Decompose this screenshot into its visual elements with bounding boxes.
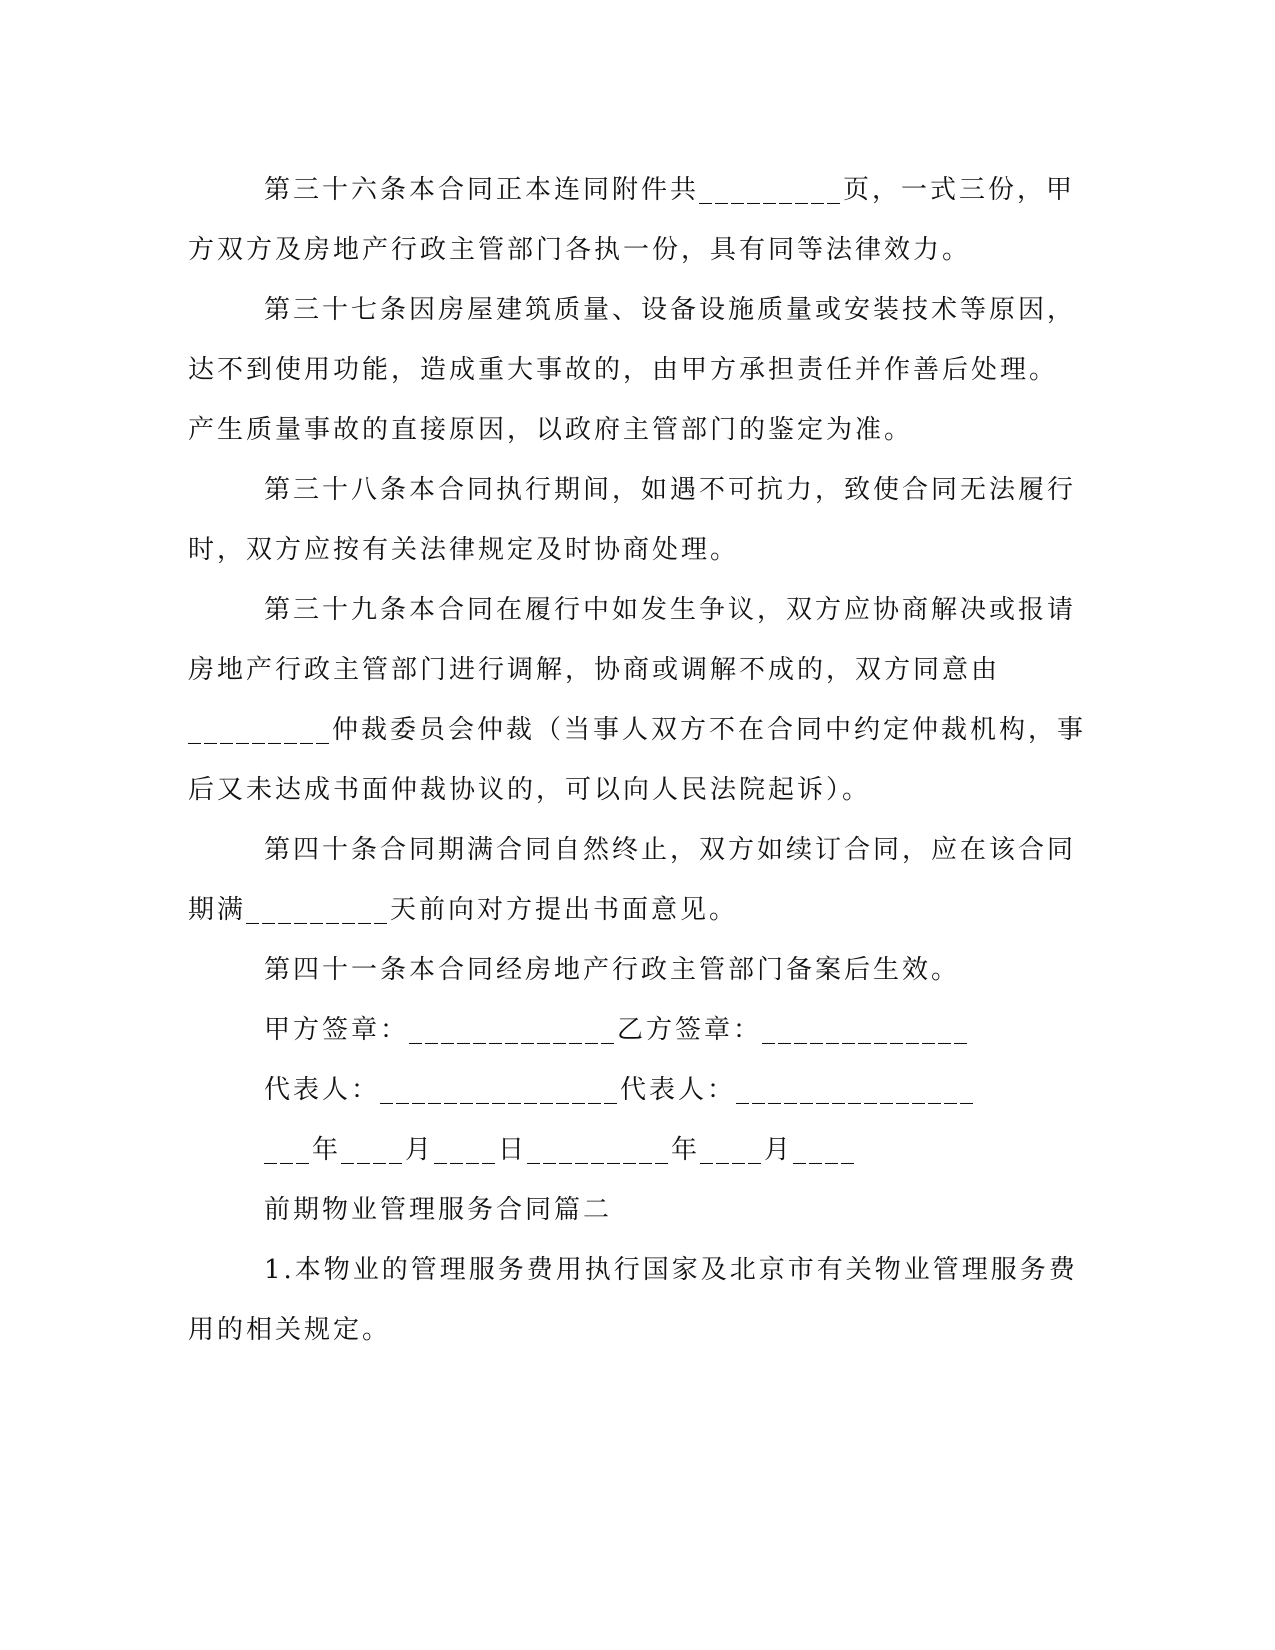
article-37-line-1: 第三十七条因房屋建筑质量、设备设施质量或安装技术等原因， [264, 295, 1077, 325]
article-39 [188, 580, 1087, 820]
item-1-line-2: 用的相关规定。 [188, 1315, 392, 1345]
seal-line: 甲方签章：_____________乙方签章：_____________ [264, 1015, 971, 1045]
article-38-line-2: 时，双方应按有关法律规定及时协商处理。 [188, 535, 740, 565]
article-36-line-2: 方双方及房地产行政主管部门各执一份，具有同等法律效力。 [188, 235, 972, 265]
article-40-line-1: 第四十条合同期满合同自然终止，双方如续订合同，应在该合同 [264, 835, 1077, 865]
article-39-line-4: 后又未达成书面仲裁协议的，可以向人民法院起诉）。 [188, 775, 872, 805]
signature-block [188, 1000, 1068, 1180]
article-40 [188, 820, 1077, 940]
article-38 [188, 460, 1077, 580]
article-37-line-2: 达不到使用功能，造成重大事故的，由甲方承担责任并作善后处理。 [188, 355, 1059, 385]
article-41-line: 第四十一条本合同经房地产行政主管部门备案后生效。 [264, 955, 961, 985]
article-39-line-3: _________仲裁委员会仲裁（当事人双方不在合同中约定仲裁机构，事 [188, 715, 1087, 745]
item-1-line-1: 1.本物业的管理服务费用执行国家及北京市有关物业管理服务费 [264, 1255, 1078, 1285]
section-2-heading [188, 1180, 1068, 1240]
article-39-line-2: 房地产行政主管部门进行调解，协商或调解不成的，双方同意由 [188, 655, 1001, 685]
article-40-line-2: 期满_________天前向对方提出书面意见。 [188, 895, 739, 925]
document-body [188, 160, 1087, 1360]
article-37-line-3: 产生质量事故的直接原因，以政府主管部门的鉴定为准。 [188, 415, 914, 445]
article-39-line-1: 第三十九条本合同在履行中如发生争议，双方应协商解决或报请 [264, 595, 1077, 625]
article-41 [188, 940, 1068, 1000]
representative-line: 代表人：_______________代表人：_______________ [264, 1075, 977, 1105]
article-36-line-1: 第三十六条本合同正本连同附件共_________页，一式三份，甲 [264, 175, 1076, 205]
article-37 [188, 280, 1077, 460]
article-38-line-1: 第三十八条本合同执行期间，如遇不可抗力，致使合同无法履行 [264, 475, 1077, 505]
section-2-item-1 [188, 1240, 1078, 1360]
date-line: ___年____月____日_________年____月____ [264, 1135, 858, 1165]
section-2-title: 前期物业管理服务合同篇二 [264, 1195, 613, 1225]
article-36 [188, 160, 1076, 280]
